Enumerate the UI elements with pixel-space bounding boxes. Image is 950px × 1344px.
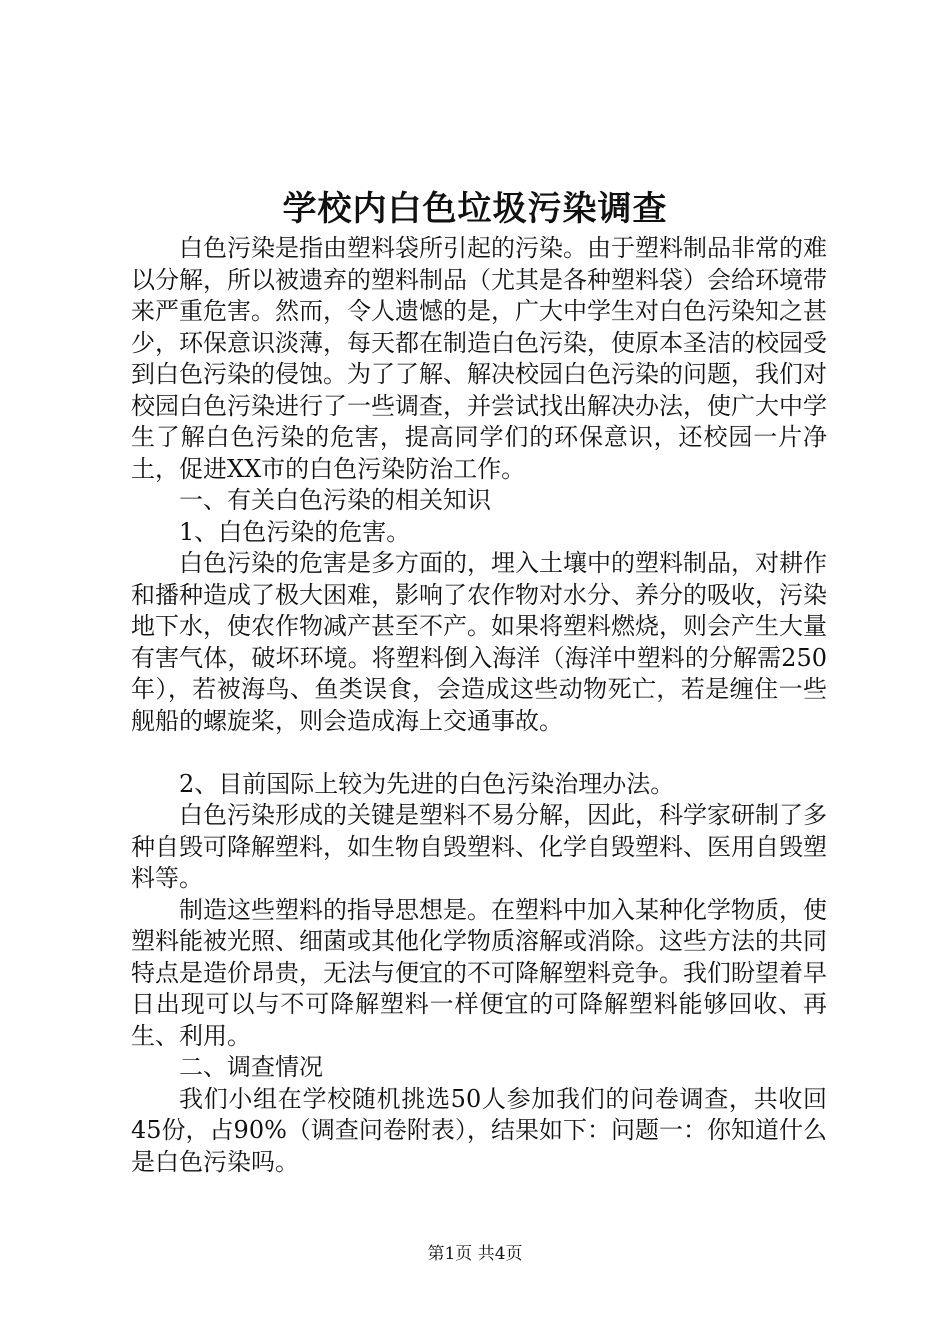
- methods-paragraph: 白色污染形成的关键是塑料不易分解，因此，科学家研制了多种自毁可降解塑料，如生物自毁塑料、化学自毁塑料、医用自毁塑料等。: [131, 801, 827, 892]
- document-body: [131, 233, 827, 1178]
- document-title: 学校内白色垃圾污染调查: [282, 189, 668, 229]
- principle-paragraph: 制造这些塑料的指导思想是。在塑料中加入某种化学物质，使塑料能被光照、细菌或其他化学物质溶解或消除。这些方法的共同特点是造价昂贵，无法与便宜的不可降解塑料竞争。我们盼望着早日出现可以与不可降解塑料一样便宜的可降解塑料能够回收、再生、利用。: [131, 895, 827, 1050]
- page-footer: 第1页 共4页: [427, 1244, 523, 1264]
- intro-paragraph: 白色污染是指由塑料袋所引起的污染。由于塑料制品非常的难以分解，所以被遗弃的塑料制品（尤其是各种塑料袋）会给环境带来严重危害。然而，令人遗憾的是，广大中学生对白色污染知之甚少，环保意识淡薄，每天都在制造白色污染，使原本圣洁的校园受到白色污染的侵蚀。为了了解、解决校园白色污染的问题，我们对校园白色污染进行了一些调查，并尝试找出解决办法，使广大中学生了解白色污染的危害，提高同学们的环保意识，还校园一片净土，促进XX市的白色污染防治工作。: [131, 234, 827, 483]
- subsection-heading-1: 1、白色污染的危害。: [179, 517, 411, 546]
- hazards-paragraph: 白色污染的危害是多方面的，埋入土壤中的塑料制品，对耕作和播种造成了极大困难，影响了农作物对水分、养分的吸收，污染地下水，使农作物减产甚至不产。如果将塑料燃烧，则会产生大量有害气体，破坏环境。将塑料倒入海洋（海洋中塑料的分解需250年），若被海鸟、鱼类误食，会造成这些动物死亡，若是缠住一些舰船的螺旋桨，则会造成海上交通事故。: [131, 549, 827, 735]
- section-heading-1: 一、有关白色污染的相关知识: [179, 486, 491, 514]
- section-heading-2: 二、调查情况: [179, 1053, 323, 1081]
- blank-line: [131, 737, 827, 769]
- survey-paragraph: 我们小组在学校随机挑选50人参加我们的问卷调查，共收回45份，占90%（调查问卷附表），结果如下：问题一：你知道什么是白色污染吗。: [131, 1084, 827, 1176]
- subsection-heading-2: 2、目前国际上较为先进的白色污染治理办法。: [179, 769, 675, 798]
